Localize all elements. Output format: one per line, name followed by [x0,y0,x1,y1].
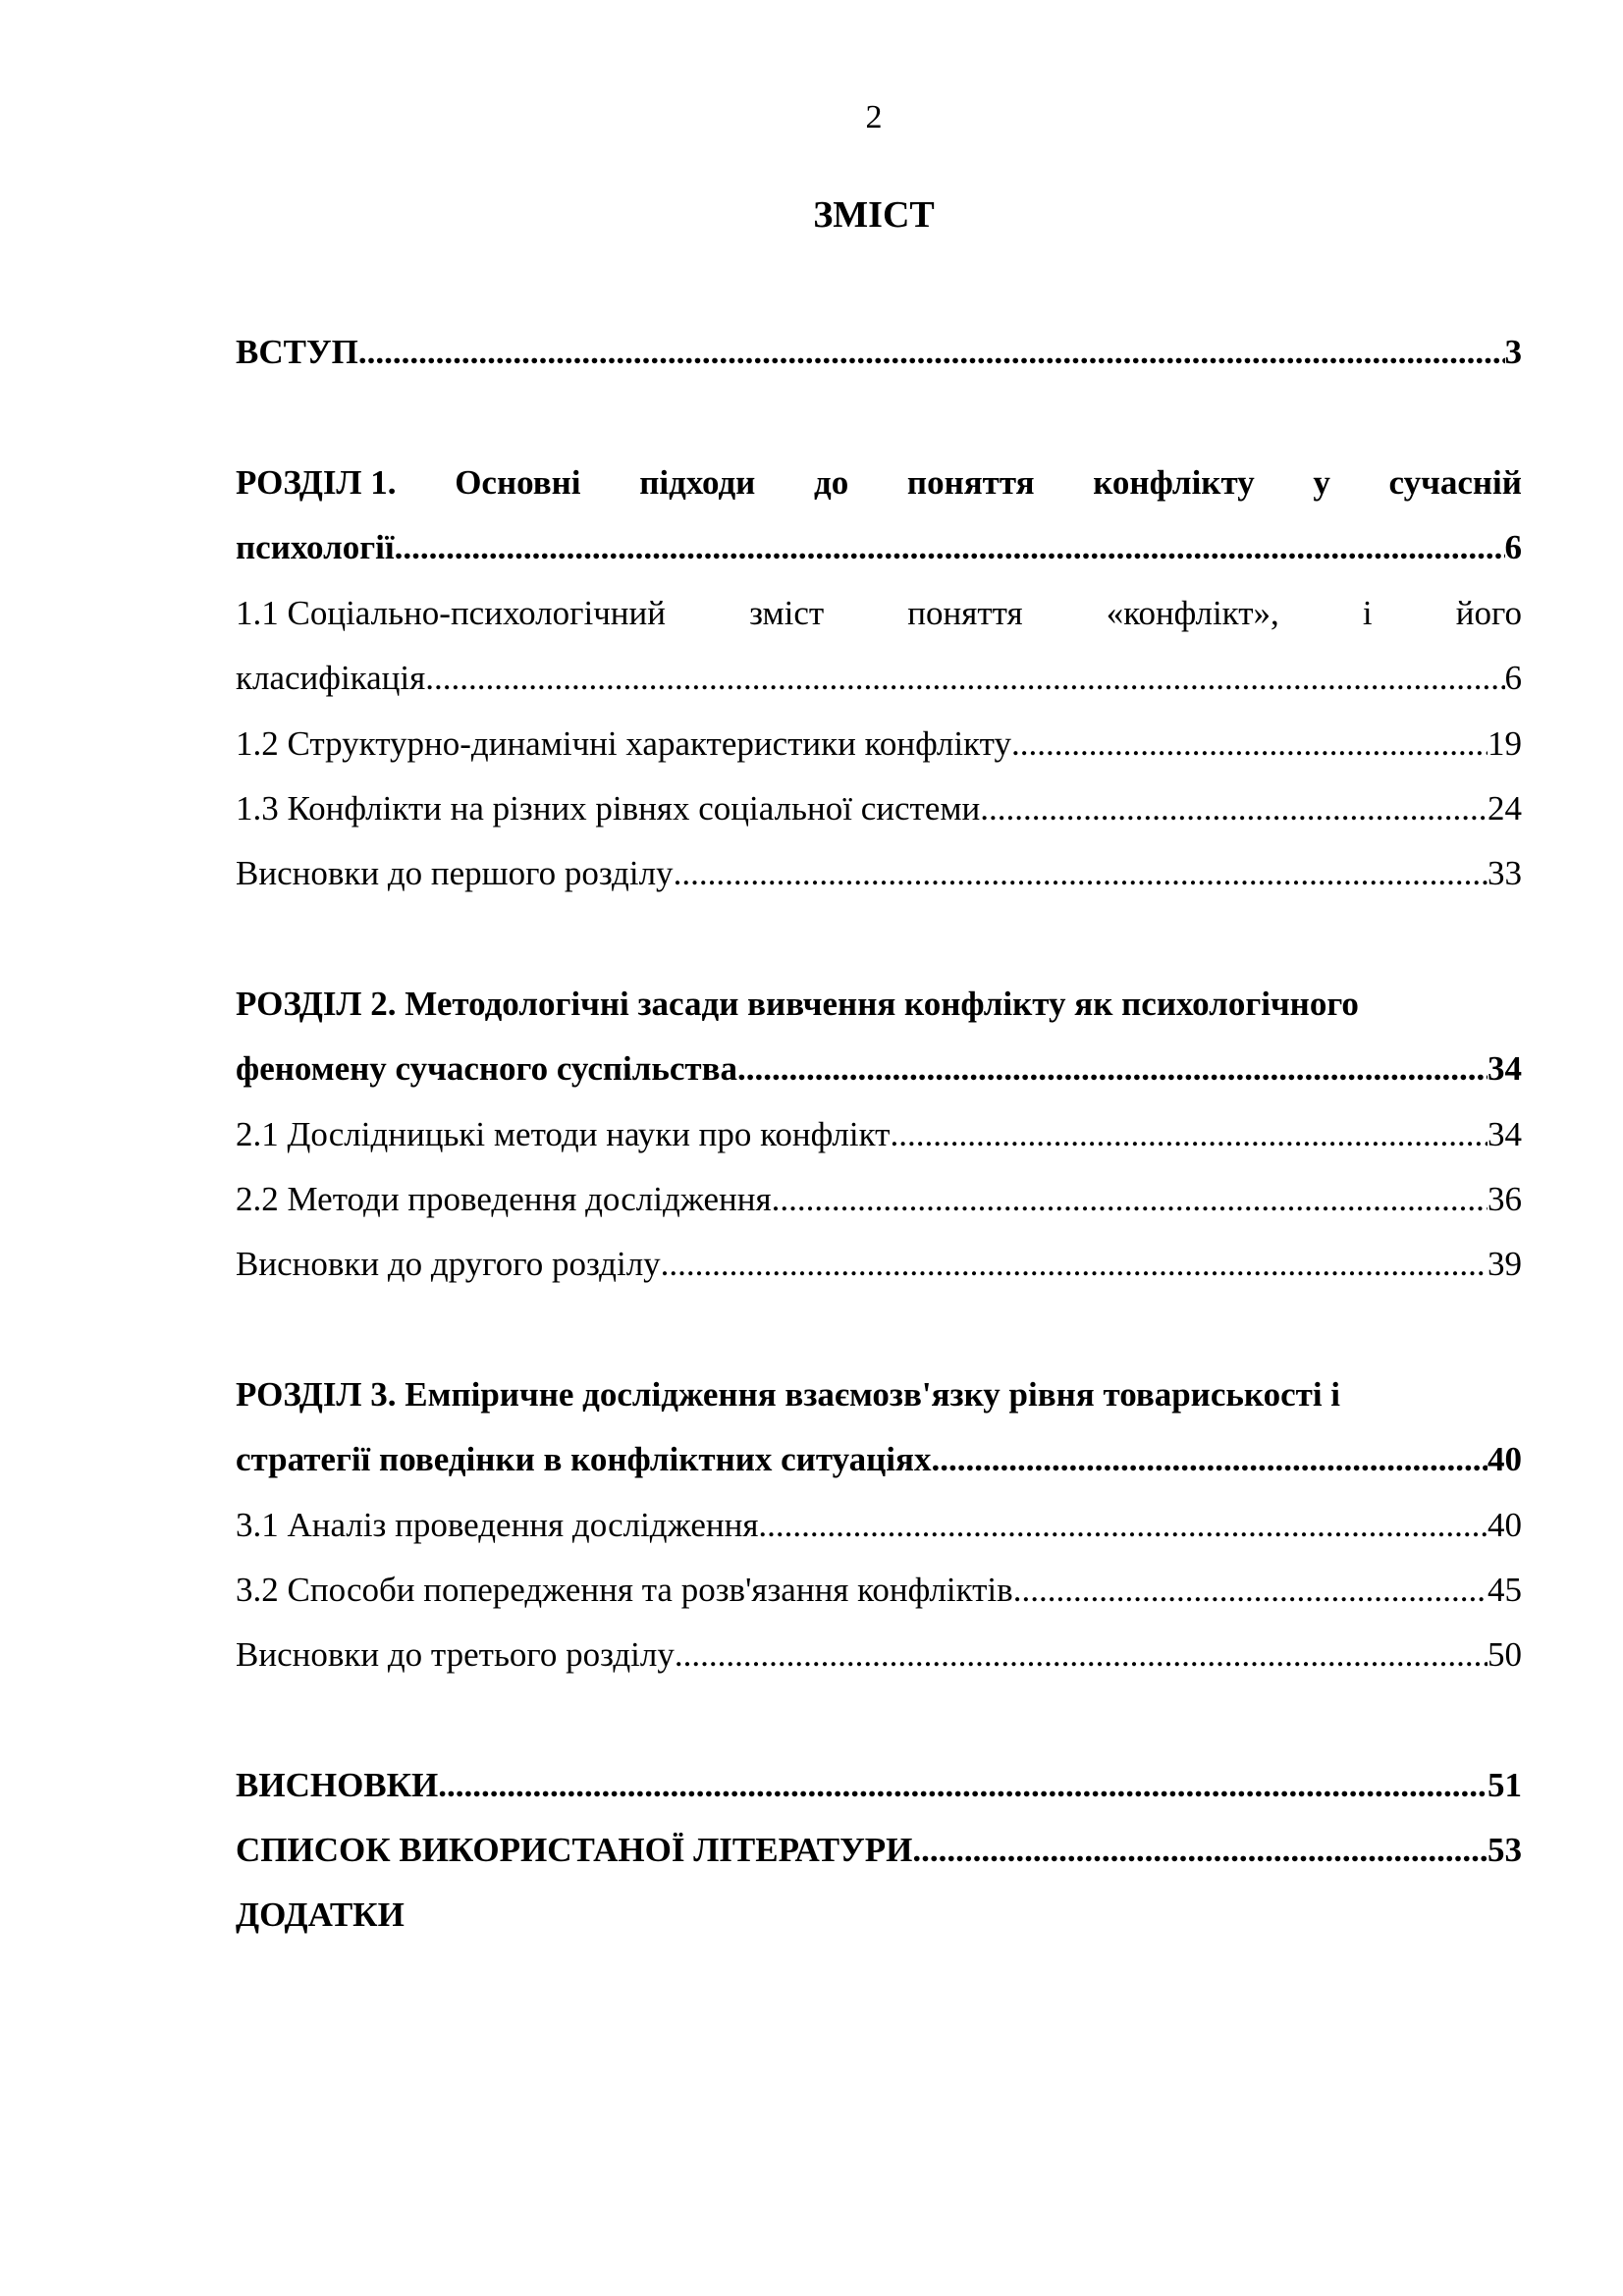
toc-leader-dots [1013,1569,1488,1612]
toc-leader-dots [737,1047,1488,1091]
toc-word: і [1362,594,1373,632]
toc-entry-label: ДОДАТКИ [236,1896,405,1934]
toc-entry-label: 1.3 Конфлікти на різних рівнях соціальної системи [236,789,981,828]
toc-entry-label-line-2: класифікація [236,659,426,697]
toc-entry-label: 2.1 Дослідницькі методи науки про конфлікт [236,1115,891,1153]
toc-word: конфлікту [1093,463,1255,502]
toc-entry-section-2-2[interactable] [236,1178,1522,1221]
toc-leader-dots [675,1633,1488,1677]
toc-leader-dots [661,1243,1488,1286]
toc-leader-dots [931,1438,1488,1481]
toc-entry-conclusions-1[interactable] [236,852,1522,895]
toc-word: Основні [455,463,581,502]
toc-word: до [814,463,849,502]
toc-word: його [1455,594,1522,632]
toc-word: «конфлікт», [1106,594,1279,632]
toc-entry-chapter-3[interactable] [236,1373,1522,1481]
toc-entry-label-line-1: РОЗДІЛ 3. Емпіричне дослідження взаємозв'язку рівня товариськості і [236,1375,1341,1414]
toc-leader-dots [890,1113,1488,1156]
toc-word: РОЗДІЛ 1. [236,463,397,502]
toc-entry-section-2-1[interactable] [236,1113,1522,1156]
toc-entry-label-line-1: РОЗДІЛ 2. Методологічні засади вивчення конфлікту як психологічного [236,985,1359,1023]
toc-entry-references[interactable] [236,1829,1522,1872]
toc-leader-dots [758,1504,1488,1547]
toc-entry-page: 36 [1488,1180,1522,1218]
toc-leader-dots [674,852,1488,895]
toc-entry-page: 34 [1488,1115,1522,1153]
toc-entry-label: 3.1 Аналіз проведення дослідження [236,1506,759,1544]
toc-entry-label-line-2: феномену сучасного суспільства [236,1049,738,1088]
toc-word: зміст [749,594,825,632]
toc-entry-section-3-1[interactable] [236,1504,1522,1547]
toc-entry-section-1-1[interactable] [236,592,1522,700]
toc-entry-chapter-2[interactable] [236,983,1522,1091]
toc-entry-page: 50 [1488,1635,1522,1674]
toc-leader-dots [772,1178,1488,1221]
toc-entry-page: 40 [1488,1506,1522,1544]
toc-entry-label: ВСТУП [236,333,358,371]
toc-entry-conclusions-3[interactable] [236,1633,1522,1677]
toc-word: сучасній [1388,463,1522,502]
toc-entry-label: 1.2 Структурно-динамічні характеристики конфлікту [236,724,1011,763]
toc-word: у [1313,463,1330,502]
toc-entry-label: Висновки до третього розділу [236,1635,675,1674]
toc-word: поняття [906,463,1035,502]
toc-entry-intro[interactable] [236,331,1522,374]
toc-leader-dots [912,1829,1488,1872]
toc-leader-dots [358,331,1505,374]
toc-entry-page: 33 [1488,854,1522,892]
toc-entry-label: ВИСНОВКИ [236,1766,439,1804]
toc-entry-page: 39 [1488,1245,1522,1283]
toc-leader-dots [980,787,1488,830]
toc-entry-section-1-2[interactable] [236,722,1522,766]
toc-entry-section-1-3[interactable] [236,787,1522,830]
toc-leader-dots [1011,722,1488,766]
toc-entry-page: 24 [1488,789,1522,828]
toc-entry-page: 45 [1488,1571,1522,1609]
toc-entry-conclusions[interactable] [236,1764,1522,1807]
toc-entry-label: СПИСОК ВИКОРИСТАНОЇ ЛІТЕРАТУРИ [236,1831,913,1869]
toc-entry-page: 51 [1488,1766,1522,1804]
toc-entry-label-line-1 [236,592,1522,635]
toc-entry-page: 34 [1488,1049,1522,1088]
toc-entry-page: 19 [1488,724,1522,763]
toc-leader-dots [395,526,1505,569]
toc-entry-page: 6 [1504,659,1522,697]
toc-title: ЗМІСТ [813,194,935,236]
toc-entry-chapter-1[interactable] [236,461,1522,569]
toc-word: поняття [907,594,1023,632]
toc-entry-label: 2.2 Методи проведення дослідження [236,1180,772,1218]
toc-word: підходи [639,463,756,502]
toc-entry-conclusions-2[interactable] [236,1243,1522,1286]
toc-entry-label: 3.2 Способи попередження та розв'язання конфліктів [236,1571,1013,1609]
toc-entry-page: 3 [1504,333,1522,371]
page-number: 2 [865,99,883,135]
toc-entry-label-line-1 [236,461,1522,505]
toc-entry-page: 40 [1488,1440,1522,1478]
toc-entry-label: Висновки до першого розділу [236,854,674,892]
toc-entry-appendices[interactable] [236,1894,1522,1937]
toc-entry-label: Висновки до другого розділу [236,1245,661,1283]
toc-entry-page: 6 [1504,528,1522,566]
toc-leader-dots [425,657,1504,700]
toc-entry-label-line-2: психології [236,528,395,566]
toc-entry-label-line-2: стратегії поведінки в конфліктних ситуаціях [236,1440,932,1478]
toc-entry-page: 53 [1488,1831,1522,1869]
toc-entry-section-3-2[interactable] [236,1569,1522,1612]
toc-word: 1.1 Соціально-психологічний [236,594,666,632]
toc-leader-dots [438,1764,1488,1807]
